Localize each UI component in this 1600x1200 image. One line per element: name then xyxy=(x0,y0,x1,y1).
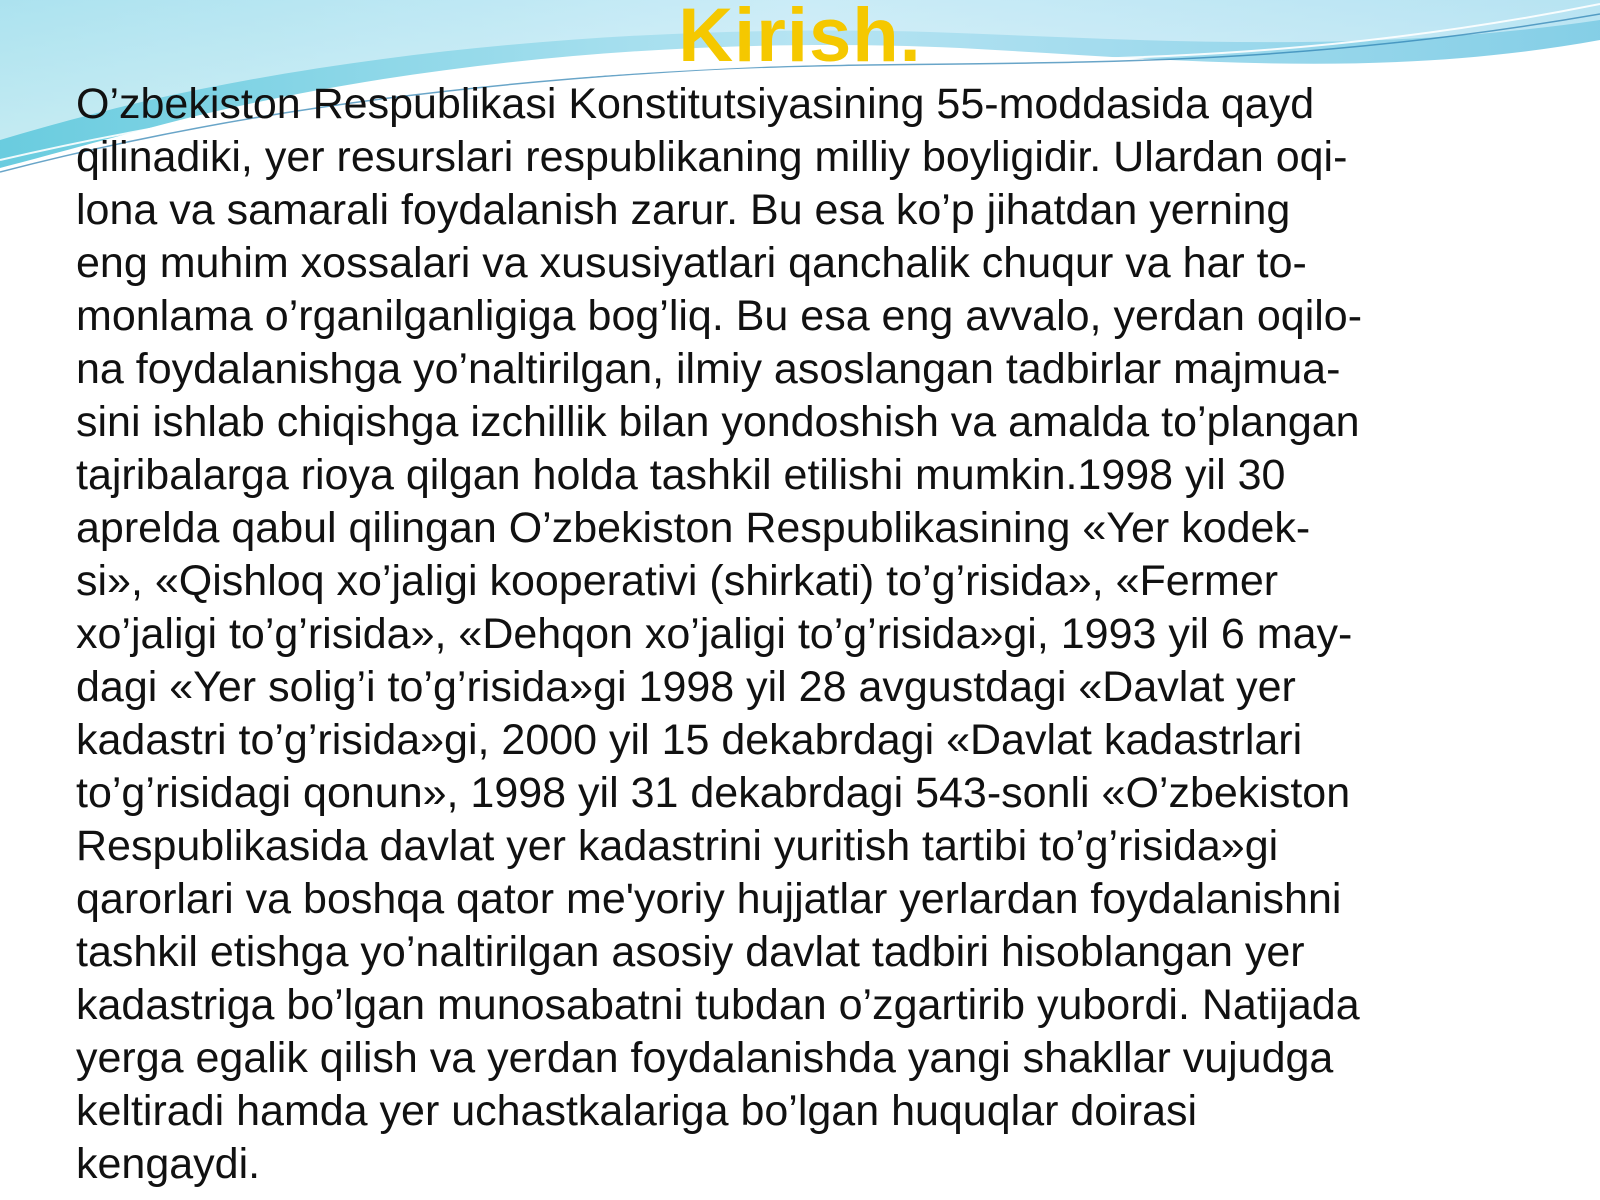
body-line: aprelda qabul qilingan O’zbekiston Respublikasining «Yer kodek- xyxy=(76,504,1311,552)
body-line: qilinadiki, yer resurslari respublikaning milliy boyligidir. Ulardan oqi- xyxy=(76,133,1348,181)
body-line: qarorlari va boshqa qator me'yoriy hujjatlar yerlardan foydalanishni xyxy=(76,875,1342,923)
body-line: keltiradi hamda yer uchastkalariga bo’lgan huquqlar doirasi xyxy=(76,1087,1198,1135)
body-text xyxy=(76,78,1576,1191)
body-line: tashkil etishga yo’naltirilgan asosiy davlat tadbiri hisoblangan yer xyxy=(76,928,1305,976)
body-line: Respublikasida davlat yer kadastrini yuritish tartibi to’g’risida»gi xyxy=(76,822,1279,870)
body-line: eng muhim xossalari va xususiyatlari qanchalik chuqur va har to- xyxy=(76,239,1307,287)
body-line: yerga egalik qilish va yerdan foydalanishda yangi shakllar vujudga xyxy=(76,1034,1334,1082)
body-line: O’zbekiston Respublikasi Konstitutsiyasining 55-moddasida qayd xyxy=(76,80,1315,128)
body-line: kengaydi. xyxy=(76,1140,261,1188)
body-line: kadastri to’g’risida»gi, 2000 yil 15 dekabrdagi «Davlat kadastrlari xyxy=(76,716,1303,764)
body-line: si», «Qishloq xo’jaligi kooperativi (shirkati) to’g’risida», «Fermer xyxy=(76,557,1279,605)
slide-title: Kirish. xyxy=(678,0,922,78)
body-line: na foydalanishga yo’naltirilgan, ilmiy asoslangan tadbirlar majmua- xyxy=(76,345,1341,393)
body-line: dagi «Yer solig’i to’g’risida»gi 1998 yil 28 avgustdagi «Davlat yer xyxy=(76,663,1296,711)
body-line: lona va samarali foydalanish zarur. Bu esa ko’p jihatdan yerning xyxy=(76,186,1291,234)
body-line: monlama o’rganilganligiga bog’liq. Bu esa eng avvalo, yerdan oqilo- xyxy=(76,292,1363,340)
body-line: kadastriga bo’lgan munosabatni tubdan o’zgartirib yubordi. Natijada xyxy=(76,981,1360,1029)
body-line: xo’jaligi to’g’risida», «Dehqon xo’jaligi to’g’risida»gi, 1993 yil 6 may- xyxy=(76,610,1353,658)
body-line: to’g’risidagi qonun», 1998 yil 31 dekabrdagi 543-sonli «O’zbekiston xyxy=(76,769,1351,817)
body-line: tajribalarga rioya qilgan holda tashkil etilishi mumkin.1998 yil 30 xyxy=(76,451,1286,499)
body-line: sini ishlab chiqishga izchillik bilan yondoshish va amalda to’plangan xyxy=(76,398,1360,446)
